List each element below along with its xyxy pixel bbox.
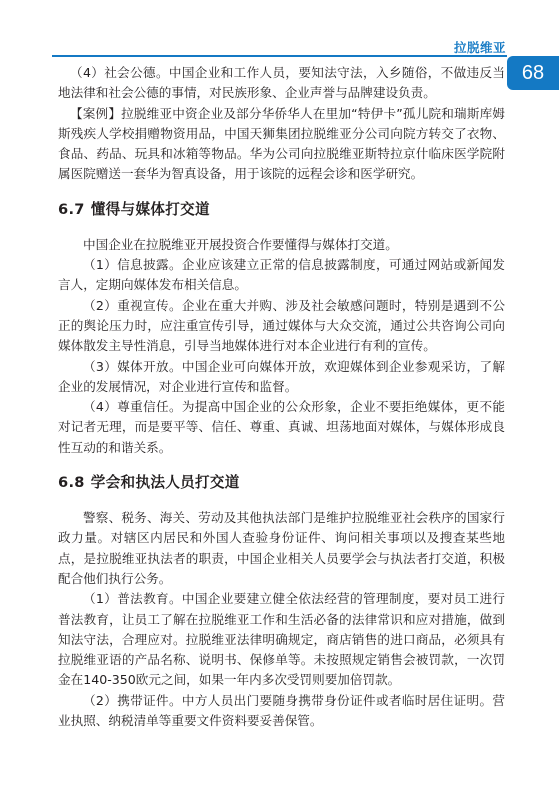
paragraph-law-enforcement-intro: 警察、税务、海关、劳动及其他执法部门是维护拉脱维亚社会秩序的国家行政力量。对辖区内居民和外国人查验身份证件、询问相关事项以及搜查某些地点，是拉脱维亚执法者的职责，中国企业相关人员要学会与执法者打交道，积极配合他们执行公务。 bbox=[58, 510, 505, 586]
running-header-country: 拉脱维亚 bbox=[453, 40, 506, 55]
paragraph-case-example: 【案例】拉脱维亚中资企业及部分华侨华人在里加“特伊卡”孤儿院和瑞斯库姆斯残疾人学校捐赠物资用品，中国天狮集团拉脱维亚分公司向院方转交了衣物、食品、药品、玩具和冰箱等物品。华为公司向拉脱维亚斯特拉京什临床医学院附属医院赠送一套华为智真设备，用于该院的远程会诊和医学研究。 bbox=[58, 105, 505, 182]
paragraph-media-intro: 中国企业在拉脱维亚开展投资合作要懂得与媒体打交道。 bbox=[83, 236, 398, 252]
paragraph-social-ethics: （4）社会公德。中国企业和工作人员，要知法守法，入乡随俗，不做违反当地法律和社会公德的事情，对民族形象、企业声誉与品牌建设负责。 bbox=[58, 65, 505, 101]
page-body bbox=[58, 63, 505, 731]
paragraph-media-openness: （3）媒体开放。中国企业可向媒体开放，欢迎媒体到企业参观采访，了解企业的发展情况，对企业进行宣传和监督。 bbox=[58, 358, 505, 394]
paragraph-media-disclosure: （1）信息披露。企业应该建立正常的信息披露制度，可通过网站或新闻发言人，定期向媒体发布相关信息。 bbox=[58, 257, 505, 293]
paragraph-media-respect: （4）尊重信任。为提高中国企业的公众形象，企业不要拒绝媒体，更不能对记者无理，而是要平等、信任、尊重、真诚、坦荡地面对媒体，与媒体形成良性互动的和谐关系。 bbox=[58, 399, 505, 455]
section-title: 学会和执法人员打交道 bbox=[90, 474, 240, 492]
paragraph-media-publicity: （2）重视宣传。企业在重大并购、涉及社会敏感问题时，特别是遇到不公正的舆论压力时，应注重宣传引导，通过媒体与大众交流，通过公共咨询公司向媒体散发主导性消息，引导当地媒体进行对本企业进行有利的宣传。 bbox=[58, 297, 505, 354]
section-number: 6.7 bbox=[58, 200, 85, 218]
paragraph-legal-education: （1）普法教育。中国企业要建立健全依法经营的管理制度，要对员工进行普法教育，让员工了解在拉脱维亚工作和生活必备的法律常识和应对措施，做到知法守法，合理应对。拉脱维亚法律明确规定，商店销售的进口商品，必须具有拉脱维亚语的产品名称、说明书、保修单等。未按照规定销售会被罚款，一次罚金在140-350欧元之间，如果一年内多次受罚则要加倍罚款。 bbox=[58, 591, 505, 688]
page-number-tab: 68 bbox=[507, 56, 559, 90]
section-heading-6-7 bbox=[58, 199, 505, 221]
section-heading-6-8 bbox=[58, 472, 505, 494]
paragraph-carry-documents: （2）携带证件。中方人员出门要随身携带身份证件或者临时居住证明。营业执照、纳税清单等重要文件资料要妥善保管。 bbox=[58, 692, 505, 729]
section-title: 懂得与媒体打交道 bbox=[90, 200, 210, 218]
section-number: 6.8 bbox=[58, 474, 85, 492]
